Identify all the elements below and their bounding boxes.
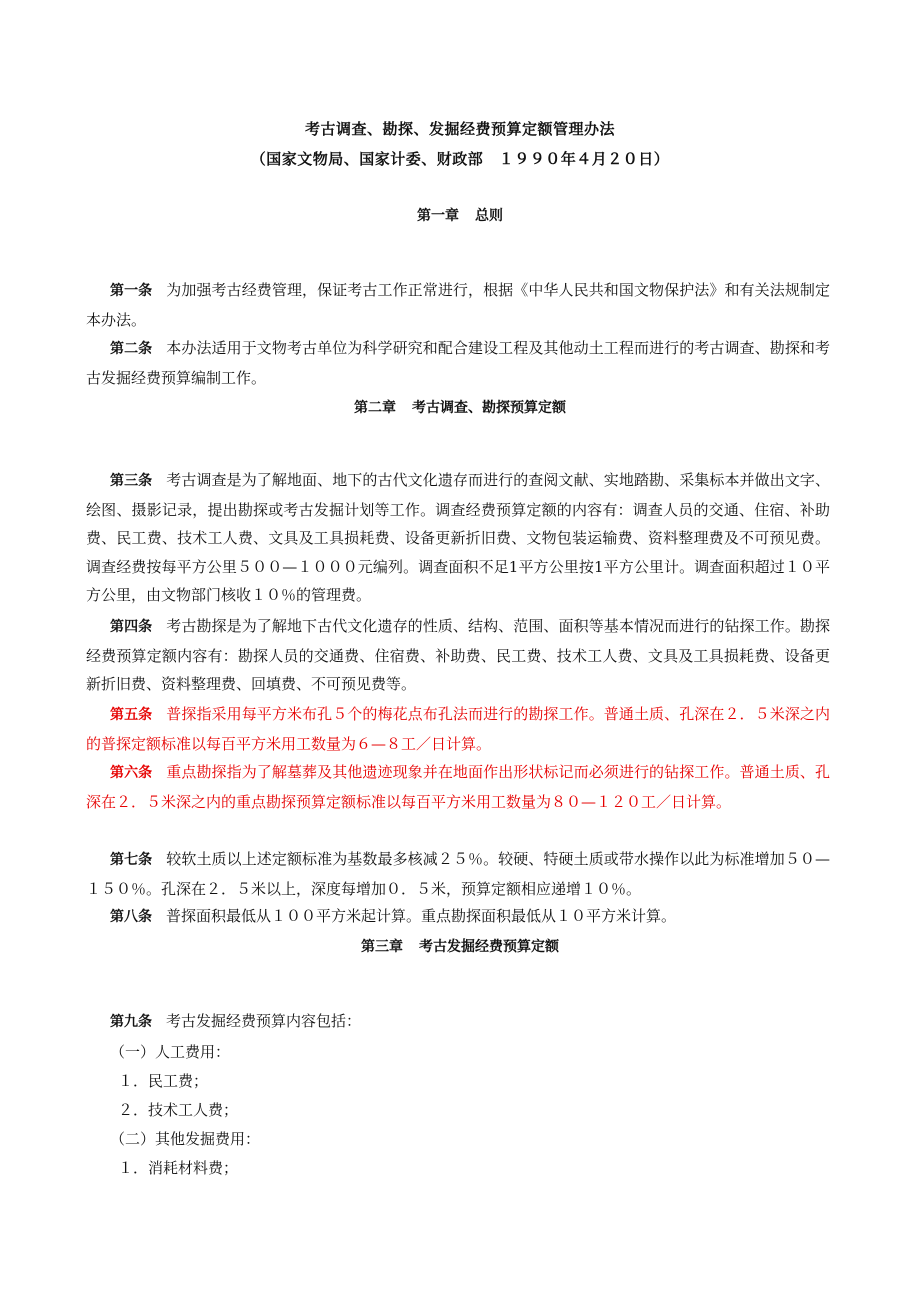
article-label: 第二条 xyxy=(110,341,153,357)
article-6 xyxy=(86,758,830,816)
chapter-name: 考古调查、勘探预算定额 xyxy=(412,400,566,416)
article-text: 普探指采用每平方米布孔５个的梅花点布孔法而进行的勘探工作。普通土质、孔深在２．５米深之内的普探定额标准以每百平方米用工数量为６—８工／日计算。 xyxy=(86,705,830,753)
chapter-2-heading xyxy=(0,397,920,417)
article-1 xyxy=(86,276,830,334)
article-8 xyxy=(86,902,830,932)
article-7 xyxy=(86,845,830,903)
list-item: １．民工费； xyxy=(118,1072,209,1090)
article-text: 考古调查是为了解地面、地下的古代文化遗存而进行的查阅文献、实地踏勘、采集标本并做出文字、绘图、摄影记录，提出勘探或考古发掘计划等工作。调查经费预算定额的内容有：调查人员的交通、住宿、补助费、民工费、技术工人费、文具及工具损耗费、设备更新折旧费、文物包装运输费、资料整理费及不可预见费。调查经费按每平方公里５００—１０００元编列。调查面积不足1平方公里按1平方公里计。调查面积超过１０平方公里，由文物部门核收１０％的管理费。 xyxy=(86,471,830,604)
article-text: 较软土质以上述定额标准为基数最多核减２５％。较硬、特硬土质或带水操作以此为标准增加５０—１５０％。孔深在２．５米以上，深度每增加０．５米，预算定额相应递增１０％。 xyxy=(86,850,830,898)
article-text: 考古发掘经费预算内容包括： xyxy=(166,1012,362,1030)
chapter-1-heading xyxy=(0,205,920,225)
article-label: 第三条 xyxy=(110,473,153,489)
article-3 xyxy=(86,466,830,610)
document-subtitle: （国家文物局、国家计委、财政部 １９９０年４月２０日） xyxy=(250,150,670,168)
article-5 xyxy=(86,700,830,758)
chapter-number: 第三章 xyxy=(361,939,403,955)
article-label: 第九条 xyxy=(110,1014,152,1030)
article-2 xyxy=(86,334,830,392)
list-item: （二）其他发掘费用： xyxy=(110,1130,261,1148)
chapter-number: 第一章 xyxy=(417,208,459,224)
article-text: 为加强考古经费管理，保证考古工作正常进行，根据《中华人民共和国文物保护法》和有关法规制定本办法。 xyxy=(86,281,830,329)
article-text: 普探面积最低从１００平方米起计算。重点勘探面积最低从１０平方米计算。 xyxy=(166,907,677,925)
chapter-name: 考古发掘经费预算定额 xyxy=(419,939,559,955)
article-label: 第一条 xyxy=(110,283,153,299)
list-item: １．消耗材料费； xyxy=(118,1159,239,1177)
article-label: 第四条 xyxy=(110,619,153,635)
article-text: 重点勘探指为了解墓葬及其他遗迹现象并在地面作出形状标记而必须进行的钻探工作。普通土质、孔深在２．５米深之内的重点勘探预算定额标准以每百平方米用工数量为８０—１２０工／日计算。 xyxy=(86,763,830,811)
article-label: 第五条 xyxy=(110,707,153,723)
chapter-3-heading xyxy=(0,936,920,956)
article-label: 第六条 xyxy=(110,765,153,781)
list-item: ２．技术工人费； xyxy=(118,1101,239,1119)
list-item: （一）人工费用： xyxy=(110,1043,231,1061)
article-text: 本办法适用于文物考古单位为科学研究和配合建设工程及其他动土工程而进行的考古调查、勘探和考古发掘经费预算编制工作。 xyxy=(86,339,830,387)
article-label: 第八条 xyxy=(110,909,152,925)
article-9 xyxy=(86,1007,830,1037)
article-label: 第七条 xyxy=(110,852,153,868)
article-4 xyxy=(86,612,830,699)
document-title: 考古调查、勘探、发掘经费预算定额管理办法 xyxy=(304,120,615,138)
article-text: 考古勘探是为了解地下古代文化遗存的性质、结构、范围、面积等基本情况而进行的钻探工作。勘探经费预算定额内容有：勘探人员的交通费、住宿费、补助费、民工费、技术工人费、文具及工具损耗费、设备更新折旧费、资料整理费、回填费、不可预见费等。 xyxy=(86,617,830,693)
chapter-number: 第二章 xyxy=(354,400,396,416)
chapter-name: 总则 xyxy=(475,208,503,224)
